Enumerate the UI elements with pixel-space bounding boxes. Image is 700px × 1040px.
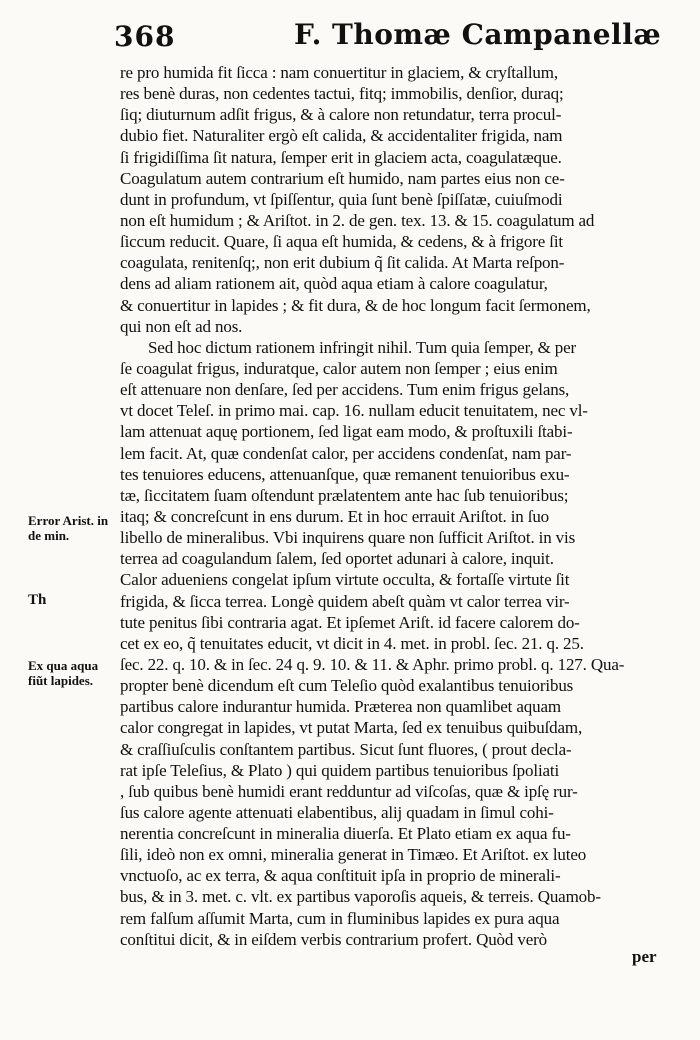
text-line: tæ, ſiccitatem ſuam oſtendunt prælatentem ante hac ſub tenuioribus; <box>120 485 569 505</box>
text-line: tute penitus ſibi contraria agat. Et ipſemet Ariſt. id facere calorem do- <box>120 612 580 632</box>
text-line: coagulata, renitenſq;, non erit dubium q̃ ſit calida. At Marta reſpon- <box>120 253 565 273</box>
text-line: propter benè dicendum eſt cum Teleſio quòd exalantibus tenuioribus <box>120 676 574 696</box>
text-line: libello de mineralibus. Vbi inquirens quare non ſufficit Ariſtot. in vis <box>120 528 576 548</box>
text-line: lem facit. At, quæ condenſat calor, per accidens condenſat, nam par- <box>120 443 572 463</box>
catchword: per <box>632 947 657 966</box>
text-line: dens ad aliam rationem ait, quòd aqua etiam à calore coagulatur, <box>120 274 548 294</box>
text-line: conſtitui dicit, & in eiſdem verbis contrarium profert. Quòd verò <box>120 929 547 949</box>
text-line: tes tenuiores educens, attenuanſque, quæ remanent tenuioribus exu- <box>120 464 570 484</box>
text-line: vnctuoſo, ac ex terra, & aqua conſtituit ipſa in proprio de minerali- <box>120 866 561 886</box>
text-line: rem falſum aſſumit Marta, cum in fluminibus lapides ex pura aqua <box>120 908 560 928</box>
text-line: , ſub quibus benè humidi erant redduntur ad viſcoſas, quæ & ipſę rur- <box>120 781 578 801</box>
text-line: nerentia concreſcunt in mineralia diuerſa. Et Plato etiam ex aqua fu- <box>120 824 571 844</box>
body-text <box>120 62 670 950</box>
text-line: eſt attenuare non denſare, ſed per accidens. Tum enim frigus gelans, <box>120 380 570 400</box>
text-line: dubio fiet. Naturaliter ergò eſt calida, & accidentaliter frigida, nam <box>120 126 563 146</box>
text-line: ſi frigidiſſima ſit natura, ſemper erit in glaciem acta, coagulatæque. <box>120 147 562 167</box>
text-line: Calor adueniens congelat ipſum virtute occulta, & fortaſſe virtute ſit <box>120 570 570 590</box>
text-line: qui non eſt ad nos. <box>120 316 243 336</box>
text-line: vt docet Teleſ. in primo mai. cap. 16. nullam educit tenuitatem, nec vl- <box>120 401 588 421</box>
text-line: & craſſiuſculis conſtantem partibus. Sicut ſunt fluores, ( prout decla- <box>120 739 572 759</box>
text-line: dunt in profundum, vt ſpiſſentur, quia ſunt benè ſpiſſatæ, cuiuſmodi <box>120 189 563 209</box>
text-line: itaq; & concreſcunt in ens durum. Et in hoc errauit Ariſtot. in ſuo <box>120 506 550 526</box>
text-line: Sed hoc dictum rationem infringit nihil. Tum quia ſemper, & per <box>148 337 577 357</box>
text-line: ſiq; diuturnum adſit frigus, & à calore non retundatur, terra procul- <box>120 105 562 125</box>
text-line: non eſt humidum ; & Ariſtot. in 2. de gen. tex. 13. & 15. coagulatum ad <box>120 210 595 230</box>
text-line: rat ipſe Teleſius, & Plato ) qui quidem partibus tenuioribus ſpoliati <box>120 760 560 780</box>
text-line: cet ex eo, q̃ tenuitates educit, vt dicit in 4. met. in probl. ſec. 21. q. 25. <box>120 633 584 653</box>
text-line: bus, & in 3. met. c. vlt. ex partibus vaporoſis aqueis, & terreis. Quamob- <box>120 887 601 907</box>
text-line: re pro humida fit ſicca : nam conuertitur in glaciem, & cryſtallum, <box>120 63 558 82</box>
text-line: res benè duras, non cedentes tactui, fitq; immobilis, denſior, duraq; <box>120 84 564 104</box>
text-line: ſiccum reducit. Quare, ſi aqua eſt humida, & cedens, & à frigore ſit <box>120 232 563 252</box>
margin-note-error: Error Arist. in de min. <box>28 513 109 543</box>
text-line: ſili, ideò non ex omni, mineralia generat in Timæo. Et Ariſtot. ex luteo <box>120 845 587 865</box>
text-line: frigida, & ſicca terrea. Longè quidem abeſt quàm vt calor terrea vir- <box>120 591 570 611</box>
text-line: & conuertitur in lapides ; & fit dura, & de hoc longum facit ſermonem, <box>120 295 591 315</box>
text-line: calor congregat in lapides, vt putat Marta, ſed ex tenuibus quibuſdam, <box>120 718 583 738</box>
running-head <box>114 18 674 58</box>
text-line: ſus calore agente attenuati elabentibus, alij quadam in ſimul cohi- <box>120 802 554 822</box>
text-line: lam attenuat aquę portionem, ſed ligat eam modo, & proſtuxili ſtabi- <box>120 422 573 442</box>
margin-note-th: Th <box>28 592 47 608</box>
text-line: ſec. 22. q. 10. & in ſec. 24 q. 9. 10. & 11. & Aphr. primo probl. q. 127. Qua- <box>120 654 625 674</box>
running-title: F. Thomæ Campanellæ <box>294 18 662 51</box>
text-line: ſe coagulat frigus, induratque, calor autem non ſemper ; eius enim <box>120 358 558 378</box>
text-line: partibus calore indurantur humida. Præterea non quamlibet aquam <box>120 697 561 717</box>
page-number: 368 <box>114 20 176 53</box>
text-line: terrea ad coagulandum ſalem, ſed oportet adunari à calore, inquit. <box>120 549 554 569</box>
margin-note-ex-qua: Ex qua aqua fiũt lapides. <box>28 658 99 688</box>
text-line: Coagulatum autem contrarium eſt humido, nam partes eius non ce- <box>120 168 565 188</box>
